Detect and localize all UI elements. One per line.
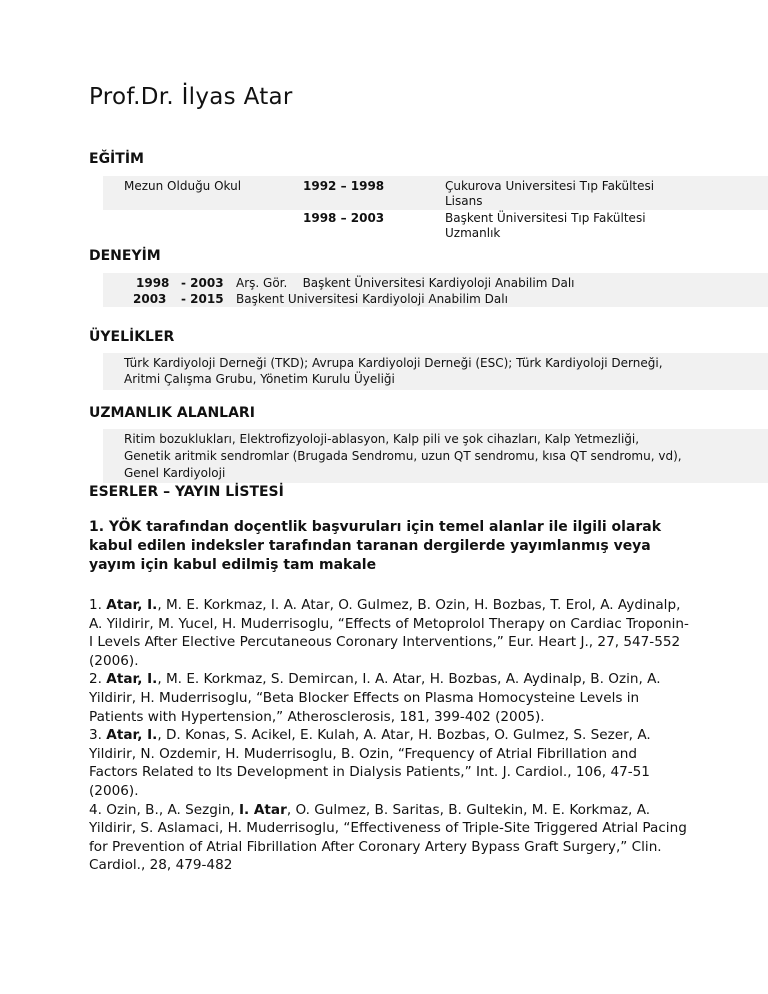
publication-category-heading: 1. YÖK tarafından doçentlik başvuruları için temel alanlar ile ilgili olarak kabul edilen indeksler tarafından taranan dergilerde yayımlanmış veya yayım için kabul edilmiş tam makale xyxy=(89,519,662,573)
reference-text: , M. E. Korkmaz, S. Demircan, I. A. Atar, H. Bozbas, A. Aydinalp, B. Ozin, A. Yildirir, H. Muderrisoglu, “Beta Blocker Effects on Plasma Homocysteine Levels in Patients with Hypertension,” Atherosclerosis, 181, 399-402 (2005). xyxy=(89,671,661,725)
reference-item xyxy=(89,596,689,670)
reference-item xyxy=(89,670,689,726)
egitim-years-1: 1992 – 1998 xyxy=(303,179,385,193)
egitim-degree-1: Lisans xyxy=(445,194,483,208)
reference-author-highlight: Atar, I. xyxy=(106,597,158,613)
deneyim-start-2: 2003 xyxy=(133,292,167,306)
section-title-deneyim: DENEYİM xyxy=(89,248,161,264)
deneyim-end-1: - 2003 xyxy=(181,276,224,290)
uyelikler-line-2: Aritmi Çalışma Grubu, Yönetim Kurulu Üyeliği xyxy=(124,372,395,386)
reference-text: , D. Konas, S. Acikel, E. Kulah, A. Atar, H. Bozbas, O. Gulmez, S. Sezer, A. Yildirir, N. Ozdemir, H. Muderrisoglu, B. Ozin, “Frequency of Atrial Fibrillation and Factors Related to Its Development in Dialysis Patients,” Int. J. Cardiol., 106, 47-51 (2006). xyxy=(89,727,651,799)
egitim-school-1: Çukurova Universitesi Tıp Fakültesi xyxy=(445,179,655,193)
egitim-school-2: Başkent Üniversitesi Tıp Fakültesi xyxy=(445,211,646,225)
deneyim-start-1: 1998 xyxy=(136,276,170,290)
reference-text: , O. Gulmez, B. Saritas, B. Gultekin, M. E. Korkmaz, A. Yildirir, S. Aslamaci, H. Muderrisoglu, “Effectiveness of Triple-Site Triggered Atrial Pacing for Prevention of Atrial Fibrillation After Coronary Artery Bypass Graft Surgery,” Clin. Cardiol., 28, 479-482 xyxy=(89,801,687,874)
uzmanlik-line-1: Ritim bozuklukları, Elektrofizyoloji-ablasyon, Kalp pili ve şok cihazları, Kalp Yetmezliği, xyxy=(124,432,640,446)
egitim-degree-2: Uzmanlık xyxy=(445,226,501,240)
reference-number: 4. xyxy=(89,801,107,818)
section-title-uyelikler: ÜYELİKLER xyxy=(89,329,175,345)
reference-item xyxy=(89,801,689,875)
uzmanlik-line-2: Genetik aritmik sendromlar (Brugada Sendromu, uzun QT sendromu, kısa QT sendromu, vd), xyxy=(124,449,682,463)
person-name: Prof.Dr. İlyas Atar xyxy=(89,84,293,110)
reference-author-highlight: Atar, I. xyxy=(106,671,158,688)
reference-author-highlight: I. Atar xyxy=(238,801,287,818)
section-title-egitim: EĞİTİM xyxy=(89,151,144,167)
egitim-label: Mezun Olduğu Okul xyxy=(124,179,242,193)
deneyim-text-1: Arş. Gör. Başkent Üniversitesi Kardiyoloji Anabilim Dalı xyxy=(236,276,575,290)
reference-text: , M. E. Korkmaz, I. A. Atar, O. Gulmez, B. Ozin, H. Bozbas, T. Erol, A. Aydinalp, A. Yildirir, M. Yucel, H. Muderrisoglu, “Effects of Metoprolol Therapy on Cardiac Troponin-I Levels After Elective Percutaneous Coronary Interventions,” Eur. Heart J., 27, 547-552 (2006). xyxy=(89,597,689,669)
reference-number: 1. xyxy=(89,597,107,613)
reference-list xyxy=(89,596,689,875)
section-title-uzmanlik: UZMANLIK ALANLARI xyxy=(89,405,255,421)
deneyim-end-2: - 2015 xyxy=(181,292,224,306)
uzmanlik-line-3: Genel Kardiyoloji xyxy=(124,466,226,480)
reference-number: 3. xyxy=(89,727,107,744)
section-title-eserler: ESERLER – YAYIN LİSTESİ xyxy=(89,484,284,500)
reference-coauthors: Ozin, B., A. Sezgin, xyxy=(106,801,239,818)
reference-item xyxy=(89,726,689,800)
reference-number: 2. xyxy=(89,671,107,688)
reference-author-highlight: Atar, I. xyxy=(106,727,158,744)
uyelikler-line-1: Türk Kardiyoloji Derneği (TKD); Avrupa Kardiyoloji Derneği (ESC); Türk Kardiyoloji Derneği, xyxy=(124,356,663,370)
deneyim-text-2: Başkent Universitesi Kardiyoloji Anabilim Dalı xyxy=(236,292,508,306)
egitim-years-2: 1998 – 2003 xyxy=(303,211,385,225)
